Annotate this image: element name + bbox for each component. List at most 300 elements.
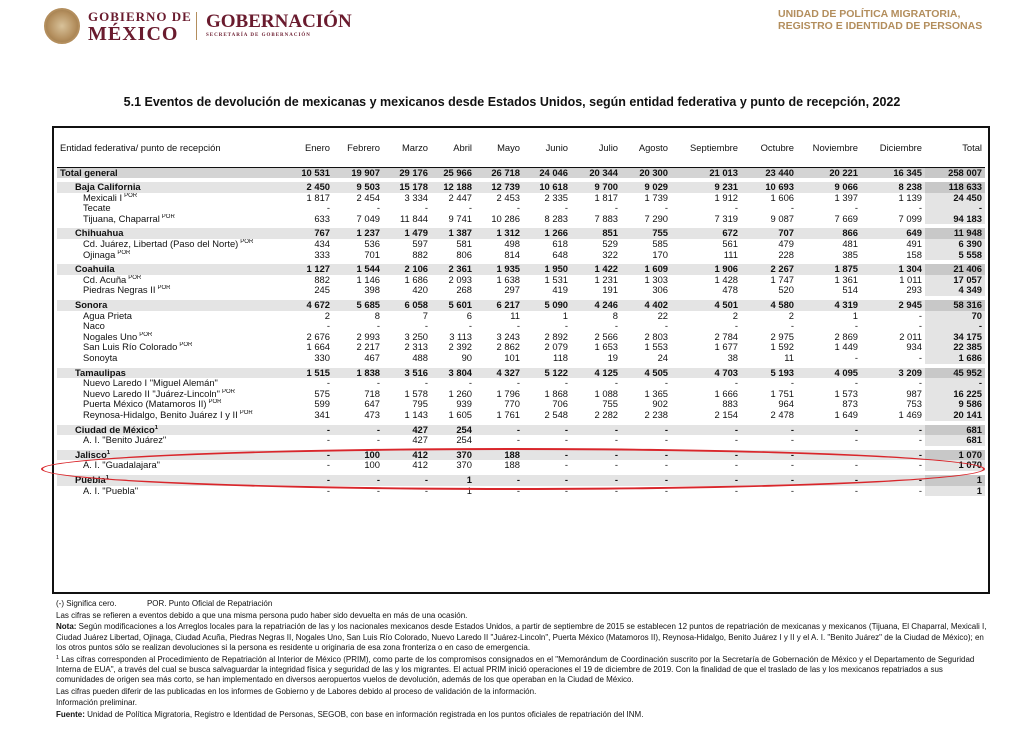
month-value-cell: 2 361 bbox=[431, 264, 475, 275]
month-value-cell: - bbox=[621, 450, 671, 461]
month-value-cell: 2 869 bbox=[834, 331, 858, 342]
point-row bbox=[57, 285, 985, 296]
month-value-cell: - bbox=[918, 321, 922, 332]
month-value-cell: 4 095 bbox=[797, 368, 861, 379]
month-value-cell: 481 bbox=[842, 239, 858, 250]
month-value-cell: 3 209 bbox=[861, 368, 925, 379]
month-value-cell: - bbox=[790, 460, 794, 471]
month-value-cell: - bbox=[790, 203, 794, 214]
row-label bbox=[57, 378, 291, 389]
month-value-cell: - bbox=[564, 378, 568, 389]
month-value-cell: 7 669 bbox=[834, 213, 858, 224]
month-value-cell: 1 739 bbox=[644, 192, 668, 203]
month-value-cell: - bbox=[797, 450, 861, 461]
por-marker: POR bbox=[157, 285, 171, 292]
month-value-cell: 20 300 bbox=[621, 167, 671, 178]
row-label-text: Ciudad de México bbox=[75, 424, 155, 435]
month-value-cell: 4 246 bbox=[571, 300, 621, 311]
month-value-cell: 2 335 bbox=[544, 192, 568, 203]
row-label-text: A. I. "Puebla" bbox=[83, 485, 139, 496]
month-value-cell: 1 266 bbox=[523, 228, 571, 239]
month-value-cell: 1 139 bbox=[898, 192, 922, 203]
month-value-cell: 1 365 bbox=[644, 388, 668, 399]
row-label bbox=[57, 239, 291, 250]
month-value-cell: 24 bbox=[657, 353, 668, 363]
month-value-cell: 9 231 bbox=[671, 182, 741, 193]
row-label-text: A. I. "Benito Juárez" bbox=[83, 435, 167, 446]
month-value-cell: 6 bbox=[466, 310, 472, 321]
table-notes bbox=[56, 599, 991, 722]
month-value-cell: 7 883 bbox=[594, 213, 618, 224]
row-label-text: Cd. Acuña bbox=[83, 274, 127, 285]
month-value-cell: 618 bbox=[552, 239, 568, 250]
month-value-cell: 1 bbox=[852, 310, 858, 321]
table-title: 5.1 Eventos de devolución de mexicanas y mexicanos desde Estados Unidos, según entidad federativa y punto de recepción, 2022 bbox=[123, 95, 901, 109]
row-label-text: Baja California bbox=[75, 182, 141, 193]
month-value-cell: 5 193 bbox=[741, 368, 797, 379]
month-value-cell: - bbox=[516, 321, 520, 332]
note-text: Según modificaciones a los Arreglos locales para la repatriación de las y los nacionales mexicanos desde Estados Unidos, a partir de septiembre de 2015 se establecen 12 puntos de repatriación de mexicanas y mexicanos (Tijuana, El Chaparral, Mexicali I, Ciudad Juárez Libertad, Ojinaga, Ciudad Acuña, Piedras Negras II, Nogales Uno, San Luis Río Colorado, Nuevo Laredo II "Juárez-Lincoln", Puerta México (Matamoros II), Reynosa-Hidalgo, Benito Juárez I y II y el A. I. "Benito Juárez" de la Ciudad de México); en los otros puntos sólo se realizan devoluciones si la persona es residente u originaria de esa zona fronteriza o en caso de emergencia. bbox=[56, 622, 987, 652]
month-value-cell: 2 862 bbox=[496, 342, 520, 353]
month-value-cell: - bbox=[734, 460, 738, 471]
gobierno-de-mexico-logo bbox=[88, 10, 192, 44]
row-total-cell: 94 183 bbox=[925, 214, 985, 225]
month-value-cell: 9 503 bbox=[333, 182, 383, 193]
month-value-cell: 370 bbox=[431, 450, 475, 461]
month-value-cell: 2 803 bbox=[644, 331, 668, 342]
month-value-cell: 1 573 bbox=[834, 388, 858, 399]
por-marker: POR bbox=[208, 399, 222, 406]
month-value-cell: - bbox=[376, 321, 380, 332]
month-value-cell: 5 090 bbox=[523, 300, 571, 311]
month-value-cell: - bbox=[571, 425, 621, 436]
month-value-cell: - bbox=[523, 475, 571, 486]
month-value-cell: - bbox=[516, 435, 520, 446]
row-label bbox=[57, 264, 291, 275]
month-value-cell: 118 bbox=[553, 353, 568, 363]
row-label-text: Jalisco bbox=[75, 449, 107, 460]
month-value-cell: 4 501 bbox=[671, 300, 741, 311]
footnote-marker: 1 bbox=[106, 449, 111, 456]
month-value-cell: 158 bbox=[906, 249, 922, 260]
month-value-cell: 3 804 bbox=[431, 368, 475, 379]
month-value-cell: - bbox=[571, 450, 621, 461]
month-value-cell: - bbox=[475, 475, 523, 486]
month-value-cell: 753 bbox=[906, 399, 922, 410]
column-header-month: Septiembre bbox=[671, 131, 741, 167]
por-marker: POR bbox=[161, 213, 175, 220]
month-value-cell: 1 387 bbox=[431, 228, 475, 239]
month-value-cell: 1 143 bbox=[404, 409, 428, 420]
month-value-cell: 1 088 bbox=[594, 388, 618, 399]
month-value-cell: 25 966 bbox=[431, 167, 475, 178]
row-label bbox=[57, 450, 291, 461]
month-value-cell: 12 188 bbox=[431, 182, 475, 193]
row-total-cell: 681 bbox=[925, 435, 985, 446]
month-value-cell: 370 bbox=[456, 460, 472, 471]
month-value-cell: 341 bbox=[314, 409, 330, 420]
month-value-cell: - bbox=[326, 435, 330, 446]
month-value-cell: - bbox=[424, 321, 428, 332]
row-label bbox=[57, 368, 291, 379]
month-value-cell: - bbox=[918, 203, 922, 214]
month-value-cell: 1 605 bbox=[448, 409, 472, 420]
month-value-cell: 10 693 bbox=[741, 182, 797, 193]
row-label bbox=[57, 321, 291, 332]
footnote-1 bbox=[56, 655, 991, 686]
month-value-cell: - bbox=[671, 425, 741, 436]
month-value-cell: 2 676 bbox=[306, 331, 330, 342]
month-value-cell: 7 bbox=[422, 310, 428, 321]
month-value-cell: 529 bbox=[602, 239, 618, 250]
state-row bbox=[57, 475, 985, 486]
month-value-cell: 111 bbox=[723, 249, 738, 260]
month-value-cell: 1 664 bbox=[306, 342, 330, 353]
month-value-cell: - bbox=[333, 425, 383, 436]
month-value-cell: 647 bbox=[364, 399, 380, 410]
month-value-cell: 2 313 bbox=[404, 342, 428, 353]
month-value-cell: 1 686 bbox=[404, 274, 428, 285]
row-label bbox=[57, 342, 291, 353]
month-value-cell: 2 548 bbox=[544, 409, 568, 420]
month-value-cell: 1 592 bbox=[770, 342, 794, 353]
column-header-month: Marzo bbox=[383, 131, 431, 167]
point-row bbox=[57, 214, 985, 225]
month-value-cell: 293 bbox=[906, 285, 922, 296]
month-value-cell: - bbox=[664, 460, 668, 471]
month-value-cell: 706 bbox=[552, 399, 568, 410]
row-label bbox=[57, 486, 291, 497]
month-value-cell: - bbox=[564, 460, 568, 471]
column-header-month: Diciembre bbox=[861, 131, 925, 167]
row-label bbox=[57, 214, 291, 225]
month-value-cell: 7 099 bbox=[898, 213, 922, 224]
row-total-cell: 5 558 bbox=[925, 250, 985, 261]
month-value-cell: - bbox=[376, 435, 380, 446]
month-value-cell: 649 bbox=[861, 228, 925, 239]
month-value-cell: 306 bbox=[652, 285, 668, 296]
month-value-cell: 1 653 bbox=[594, 342, 618, 353]
month-value-cell: - bbox=[664, 378, 668, 389]
row-total-cell: 258 007 bbox=[925, 167, 985, 178]
row-label bbox=[57, 425, 291, 436]
month-value-cell: - bbox=[734, 203, 738, 214]
month-value-cell: 585 bbox=[652, 239, 668, 250]
point-row bbox=[57, 203, 985, 214]
month-value-cell: - bbox=[861, 425, 925, 436]
month-value-cell: 575 bbox=[314, 388, 330, 399]
month-value-cell: 8 bbox=[374, 310, 380, 321]
month-value-cell: - bbox=[516, 485, 520, 496]
note-main bbox=[56, 622, 991, 653]
month-value-cell: 2 392 bbox=[448, 342, 472, 353]
month-value-cell: 491 bbox=[906, 239, 922, 250]
month-value-cell: 467 bbox=[364, 353, 380, 363]
column-header-entity: Entidad federativa/ punto de recepción bbox=[57, 131, 291, 167]
source-line bbox=[56, 710, 991, 720]
row-total-cell: 58 316 bbox=[925, 300, 985, 311]
row-total-cell: 9 586 bbox=[925, 399, 985, 410]
month-value-cell: 2 945 bbox=[861, 300, 925, 311]
month-value-cell: 427 bbox=[412, 435, 428, 446]
note-diferir: Las cifras pueden diferir de las publicadas en los informes de Gobierno y de Labores debido al proceso de validación de la información. bbox=[56, 686, 537, 696]
por-marker: POR bbox=[239, 409, 253, 416]
month-value-cell: - bbox=[564, 203, 568, 214]
row-label bbox=[57, 475, 291, 486]
month-value-cell: 26 718 bbox=[475, 167, 523, 178]
month-value-cell: 478 bbox=[722, 285, 738, 296]
month-value-cell: 1 747 bbox=[770, 274, 794, 285]
point-row bbox=[57, 332, 985, 343]
month-value-cell: 1 935 bbox=[475, 264, 523, 275]
month-value-cell: 8 bbox=[612, 310, 618, 321]
month-value-cell: 1 312 bbox=[475, 228, 523, 239]
month-value-cell: 7 290 bbox=[644, 213, 668, 224]
row-label-text: Coahuila bbox=[75, 264, 115, 275]
unit-title bbox=[778, 8, 1006, 32]
row-label-text: Agua Prieta bbox=[83, 310, 132, 321]
month-value-cell: 964 bbox=[778, 399, 794, 410]
month-value-cell: 427 bbox=[383, 425, 431, 436]
row-total-cell: 21 406 bbox=[925, 264, 985, 275]
row-label-text: Nuevo Laredo II "Juárez-Lincoln" bbox=[83, 388, 220, 399]
por-marker: POR bbox=[117, 249, 131, 256]
legend-por: POR. Punto Oficial de Repatriación bbox=[146, 599, 273, 608]
point-row bbox=[57, 460, 985, 471]
month-value-cell: - bbox=[614, 460, 618, 471]
month-value-cell: 1 609 bbox=[621, 264, 671, 275]
point-row bbox=[57, 275, 985, 286]
month-value-cell: 987 bbox=[906, 388, 922, 399]
month-value-cell: - bbox=[664, 203, 668, 214]
month-value-cell: 16 345 bbox=[861, 167, 925, 178]
month-value-cell: 1 428 bbox=[714, 274, 738, 285]
month-value-cell: 90 bbox=[461, 353, 472, 363]
month-value-cell: - bbox=[790, 485, 794, 496]
row-label-text: San Luis Río Colorado bbox=[83, 342, 178, 353]
point-row bbox=[57, 399, 985, 410]
row-total-cell: 1 bbox=[925, 486, 985, 497]
row-label-text: Puebla bbox=[75, 474, 106, 485]
month-value-cell: - bbox=[326, 460, 330, 471]
month-value-cell: - bbox=[326, 203, 330, 214]
month-value-cell: 3 250 bbox=[404, 331, 428, 342]
row-label bbox=[57, 285, 291, 296]
month-value-cell: 1 231 bbox=[594, 274, 618, 285]
month-value-cell: 1 606 bbox=[770, 192, 794, 203]
logo-gob-line2: MÉXICO bbox=[88, 23, 179, 45]
month-value-cell: 1 817 bbox=[306, 192, 330, 203]
month-value-cell: - bbox=[741, 475, 797, 486]
month-value-cell: 1 127 bbox=[291, 264, 333, 275]
month-value-cell: 806 bbox=[456, 249, 472, 260]
row-label bbox=[57, 203, 291, 214]
row-total-cell: 6 390 bbox=[925, 239, 985, 250]
month-value-cell: - bbox=[564, 321, 568, 332]
note-label: Nota: bbox=[56, 622, 77, 632]
row-label bbox=[57, 389, 291, 400]
month-value-cell: 191 bbox=[602, 285, 618, 296]
row-total-cell: 45 952 bbox=[925, 368, 985, 379]
logo-divider bbox=[196, 12, 197, 40]
month-value-cell: 2 892 bbox=[544, 331, 568, 342]
month-value-cell: 4 580 bbox=[741, 300, 797, 311]
column-header-month: Junio bbox=[523, 131, 571, 167]
month-value-cell: 767 bbox=[291, 228, 333, 239]
row-label-text: Sonoyta bbox=[83, 353, 118, 363]
row-label bbox=[57, 193, 291, 204]
row-total-cell: 24 450 bbox=[925, 193, 985, 204]
month-value-cell: 1 649 bbox=[834, 409, 858, 420]
month-value-cell: - bbox=[790, 378, 794, 389]
month-value-cell: 5 685 bbox=[333, 300, 383, 311]
point-row bbox=[57, 378, 985, 389]
row-label bbox=[57, 399, 291, 410]
month-value-cell: 333 bbox=[314, 249, 330, 260]
month-value-cell: - bbox=[333, 475, 383, 486]
month-value-cell: 1 449 bbox=[834, 342, 858, 353]
column-header-month: Abril bbox=[431, 131, 475, 167]
month-value-cell: 2 238 bbox=[644, 409, 668, 420]
month-value-cell: 536 bbox=[364, 239, 380, 250]
month-value-cell: 1 544 bbox=[333, 264, 383, 275]
month-value-cell: 1 868 bbox=[544, 388, 568, 399]
row-label bbox=[57, 167, 291, 178]
month-value-cell: 3 516 bbox=[383, 368, 431, 379]
row-total-cell: - bbox=[925, 203, 985, 214]
month-value-cell: 1 578 bbox=[404, 388, 428, 399]
state-row bbox=[57, 182, 985, 193]
month-value-cell: 1 677 bbox=[714, 342, 738, 353]
row-label-text: Sonora bbox=[75, 300, 108, 311]
month-value-cell: 12 739 bbox=[475, 182, 523, 193]
month-value-cell: 701 bbox=[364, 249, 380, 260]
month-value-cell: 1 bbox=[562, 310, 568, 321]
month-value-cell: 1 422 bbox=[571, 264, 621, 275]
month-value-cell: 795 bbox=[412, 399, 428, 410]
month-value-cell: 1 479 bbox=[383, 228, 431, 239]
month-value-cell: 4 327 bbox=[475, 368, 523, 379]
note-preliminar: Información preliminar. bbox=[56, 698, 137, 708]
month-value-cell: 1 553 bbox=[644, 342, 668, 353]
row-total-cell: 1 070 bbox=[925, 450, 985, 461]
column-header-month: Octubre bbox=[741, 131, 797, 167]
month-value-cell: 488 bbox=[412, 353, 428, 363]
month-value-cell: 8 283 bbox=[544, 213, 568, 224]
month-value-cell: - bbox=[741, 450, 797, 461]
month-value-cell: - bbox=[376, 378, 380, 389]
month-value-cell: 3 334 bbox=[404, 192, 428, 203]
month-value-cell: 5 601 bbox=[431, 300, 475, 311]
table-header-row bbox=[57, 131, 985, 167]
note-cifras: Las cifras se refieren a eventos debido a que una misma persona pudo haber sido devuelta en más de una ocasión. bbox=[56, 610, 468, 620]
month-value-cell: 5 122 bbox=[523, 368, 571, 379]
month-value-cell: - bbox=[376, 485, 380, 496]
footnote-marker: 1 bbox=[56, 654, 60, 661]
month-value-cell: 385 bbox=[842, 249, 858, 260]
row-label-text: Ojinaga bbox=[83, 249, 116, 260]
month-value-cell: 479 bbox=[778, 239, 794, 250]
month-value-cell: - bbox=[468, 321, 472, 332]
legend-cero: (-) Significa cero. bbox=[56, 599, 117, 608]
column-header-month: Mayo bbox=[475, 131, 523, 167]
row-total-cell: 11 948 bbox=[925, 228, 985, 239]
month-value-cell: 2 453 bbox=[496, 192, 520, 203]
month-value-cell: 1 469 bbox=[898, 409, 922, 420]
por-marker: POR bbox=[139, 331, 153, 338]
legend-line bbox=[56, 599, 991, 609]
row-label-text: Cd. Juárez, Libertad (Paso del Norte) bbox=[83, 239, 239, 250]
month-value-cell: 2 975 bbox=[770, 331, 794, 342]
month-value-cell: 707 bbox=[741, 228, 797, 239]
month-value-cell: 2 993 bbox=[356, 331, 380, 342]
month-value-cell: 297 bbox=[504, 285, 520, 296]
month-value-cell: - bbox=[621, 425, 671, 436]
month-value-cell: 2 447 bbox=[448, 192, 472, 203]
month-value-cell: 2 106 bbox=[383, 264, 431, 275]
month-value-cell: - bbox=[291, 475, 333, 486]
month-value-cell: 330 bbox=[314, 353, 330, 363]
unit-title-line1: UNIDAD DE POLÍTICA MIGRATORIA, bbox=[778, 8, 961, 20]
page-header bbox=[0, 0, 1024, 50]
month-value-cell: 770 bbox=[504, 399, 520, 410]
row-total-cell: 1 686 bbox=[925, 353, 985, 364]
month-value-cell: 2 478 bbox=[770, 409, 794, 420]
month-value-cell: 4 672 bbox=[291, 300, 333, 311]
row-label-text: Tecate bbox=[83, 203, 111, 214]
month-value-cell: - bbox=[614, 321, 618, 332]
row-total-cell: - bbox=[925, 378, 985, 389]
row-label bbox=[57, 332, 291, 343]
row-label bbox=[57, 182, 291, 193]
month-value-cell: 19 907 bbox=[333, 167, 383, 178]
month-value-cell: 434 bbox=[314, 239, 330, 250]
month-value-cell: 814 bbox=[504, 249, 520, 260]
por-marker: POR bbox=[179, 342, 193, 349]
month-value-cell: 170 bbox=[652, 249, 668, 260]
month-value-cell: 7 049 bbox=[356, 213, 380, 224]
row-label bbox=[57, 300, 291, 311]
month-value-cell: 8 238 bbox=[861, 182, 925, 193]
row-total-cell: 70 bbox=[925, 311, 985, 322]
month-value-cell: 1 838 bbox=[333, 368, 383, 379]
month-value-cell: - bbox=[614, 485, 618, 496]
month-value-cell: - bbox=[918, 435, 922, 446]
month-value-cell: 268 bbox=[456, 285, 472, 296]
month-value-cell: - bbox=[918, 485, 922, 496]
month-value-cell: 561 bbox=[722, 239, 738, 250]
footnote-text: Las cifras corresponden al Procedimiento de Repatriación al Interior de México (PRIM), como parte de los compromisos consignados en el "Memorándum de Coordinación suscrito por la Secretaría de Gobernación de México y el Departamento de Seguridad Interna de EUA", a través del cual se busca salvaguardar la integridad física y seguridad de las y los migrantes. El actual PRIM inició operaciones el 19 de diciembre de 2019. Con la finalidad de que el traslado de las y los mexicanos repatriados a sus comunidades de origen sea más corto, se han implementado en diversos aeropuertos vuelos de devolución, además de los que operaban en la Ciudad de México. bbox=[56, 654, 975, 684]
month-value-cell: 1 531 bbox=[544, 274, 568, 285]
row-label-text: Tijuana, Chaparral bbox=[83, 213, 160, 224]
month-value-cell: - bbox=[797, 425, 861, 436]
month-value-cell: 322 bbox=[602, 249, 618, 260]
month-value-cell: - bbox=[854, 321, 858, 332]
month-value-cell: - bbox=[734, 485, 738, 496]
month-value-cell: - bbox=[664, 321, 668, 332]
total-row bbox=[57, 167, 985, 178]
month-value-cell: 2 217 bbox=[356, 342, 380, 353]
logo-gob-line1: GOBIERNO DE bbox=[88, 9, 192, 24]
table-body bbox=[57, 167, 985, 496]
month-value-cell: 1 bbox=[466, 485, 472, 496]
month-value-cell: - bbox=[424, 485, 428, 496]
row-label-text: Total general bbox=[60, 167, 118, 178]
month-value-cell: 1 638 bbox=[496, 274, 520, 285]
month-value-cell: 4 505 bbox=[621, 368, 671, 379]
gobernacion-logo bbox=[206, 12, 352, 39]
month-value-cell: - bbox=[516, 378, 520, 389]
